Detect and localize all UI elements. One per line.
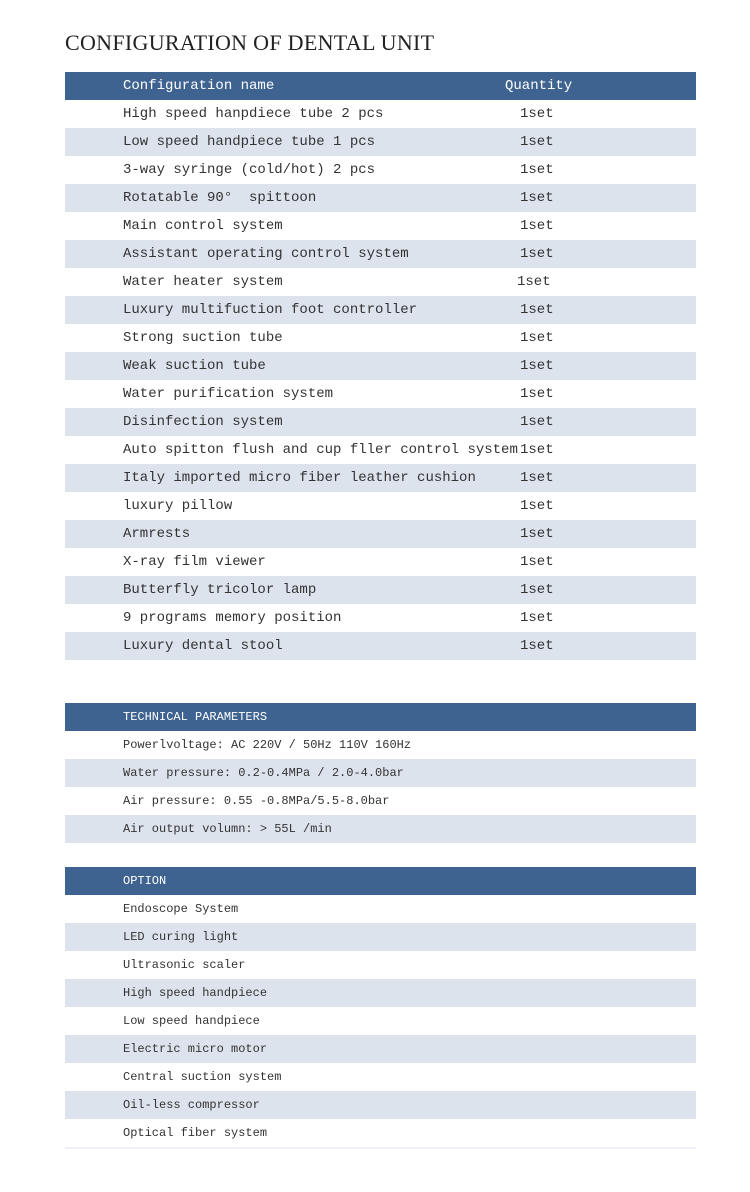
config-quantity: 1set — [520, 554, 554, 570]
table-row — [65, 380, 696, 408]
table-row — [65, 548, 696, 576]
table-row — [65, 923, 696, 951]
config-name: Butterfly tricolor lamp — [123, 582, 317, 598]
config-quantity: 1set — [520, 386, 554, 402]
parameter-text: Air output volumn: > 55L /min — [123, 822, 332, 836]
config-name: Luxury multifuction foot controller — [123, 302, 418, 318]
section-heading: OPTION — [123, 874, 167, 888]
section-heading: TECHNICAL PARAMETERS — [123, 710, 268, 724]
option-text: Optical fiber system — [123, 1126, 268, 1140]
config-name: Disinfection system — [123, 414, 283, 430]
table-row — [65, 1091, 696, 1119]
table-row — [65, 268, 696, 296]
table-row — [65, 464, 696, 492]
option-text: Electric micro motor — [123, 1042, 268, 1056]
parameter-text: Air pressure: 0.55 -0.8MPa/5.5-8.0bar — [123, 794, 390, 808]
table-row — [65, 815, 696, 843]
table-row — [65, 156, 696, 184]
table-row — [65, 576, 696, 604]
config-quantity: 1set — [520, 526, 554, 542]
table-row — [65, 895, 696, 923]
table-row — [65, 436, 696, 464]
config-quantity: 1set — [520, 442, 554, 458]
column-header-name: Configuration name — [123, 78, 275, 94]
table-row — [65, 731, 696, 759]
table-row — [65, 1035, 696, 1063]
configuration-table — [65, 72, 696, 660]
table-row — [65, 408, 696, 436]
column-header-quantity: Quantity — [505, 78, 573, 94]
table-row — [65, 100, 696, 128]
technical-parameters-header — [65, 703, 696, 731]
config-name: Weak suction tube — [123, 358, 266, 374]
technical-parameters-table — [65, 703, 696, 843]
config-quantity: 1set — [520, 470, 554, 486]
table-row — [65, 296, 696, 324]
table-row — [65, 184, 696, 212]
table-row — [65, 979, 696, 1007]
config-name: Water heater system — [123, 274, 283, 290]
config-name: Luxury dental stool — [123, 638, 283, 654]
config-quantity: 1set — [520, 134, 554, 150]
table-row — [65, 1119, 696, 1147]
config-quantity: 1set — [520, 610, 554, 626]
table-row — [65, 1007, 696, 1035]
config-name: Water purification system — [123, 386, 334, 402]
config-name: 3-way syringe (cold/hot) 2 pcs — [123, 162, 376, 178]
config-quantity: 1set — [520, 246, 554, 262]
option-header — [65, 867, 696, 895]
option-text: Central suction system — [123, 1070, 282, 1084]
config-quantity: 1set — [520, 582, 554, 598]
config-name: Armrests — [123, 526, 191, 542]
config-name: Italy imported micro fiber leather cushion — [123, 470, 476, 486]
config-name: Strong suction tube — [123, 330, 283, 346]
parameter-text: Water pressure: 0.2-0.4MPa / 2.0-4.0bar — [123, 766, 404, 780]
option-table — [65, 867, 696, 1149]
config-name: Main control system — [123, 218, 283, 234]
config-name: Auto spitton flush and cup fller control system — [123, 442, 518, 458]
config-quantity: 1set — [520, 218, 554, 234]
table-row — [65, 787, 696, 815]
table-row — [65, 951, 696, 979]
parameter-text: Powerlvoltage: AC 220V / 50Hz 110V 160Hz — [123, 738, 412, 752]
table-bottom-border — [65, 1147, 696, 1149]
config-quantity: 1set — [520, 414, 554, 430]
option-text: High speed handpiece — [123, 986, 268, 1000]
table-row — [65, 212, 696, 240]
table-row — [65, 240, 696, 268]
table-row — [65, 352, 696, 380]
config-quantity: 1set — [520, 498, 554, 514]
table-row — [65, 520, 696, 548]
option-text: LED curing light — [123, 930, 239, 944]
config-quantity: 1set — [520, 162, 554, 178]
config-name: Rotatable 90° spittoon — [123, 190, 317, 206]
table-row — [65, 128, 696, 156]
table-row — [65, 492, 696, 520]
config-quantity: 1set — [517, 274, 551, 290]
config-quantity: 1set — [520, 638, 554, 654]
config-name: luxury pillow — [123, 498, 233, 514]
table-row — [65, 604, 696, 632]
config-quantity: 1set — [520, 106, 554, 122]
table-row — [65, 1063, 696, 1091]
option-text: Ultrasonic scaler — [123, 958, 246, 972]
config-quantity: 1set — [520, 330, 554, 346]
configuration-table-header — [65, 72, 696, 100]
config-quantity: 1set — [520, 190, 554, 206]
table-row — [65, 324, 696, 352]
option-text: Oil-less compressor — [123, 1098, 260, 1112]
config-name: X-ray film viewer — [123, 554, 266, 570]
page-title: CONFIGURATION OF DENTAL UNIT — [65, 30, 435, 55]
config-quantity: 1set — [520, 302, 554, 318]
config-name: High speed hanpdiece tube 2 pcs — [123, 106, 384, 122]
config-name: Assistant operating control system — [123, 246, 409, 262]
config-name: 9 programs memory position — [123, 610, 342, 626]
config-quantity: 1set — [520, 358, 554, 374]
table-row — [65, 632, 696, 660]
option-text: Low speed handpiece — [123, 1014, 260, 1028]
table-row — [65, 759, 696, 787]
config-name: Low speed handpiece tube 1 pcs — [123, 134, 376, 150]
option-text: Endoscope System — [123, 902, 239, 916]
